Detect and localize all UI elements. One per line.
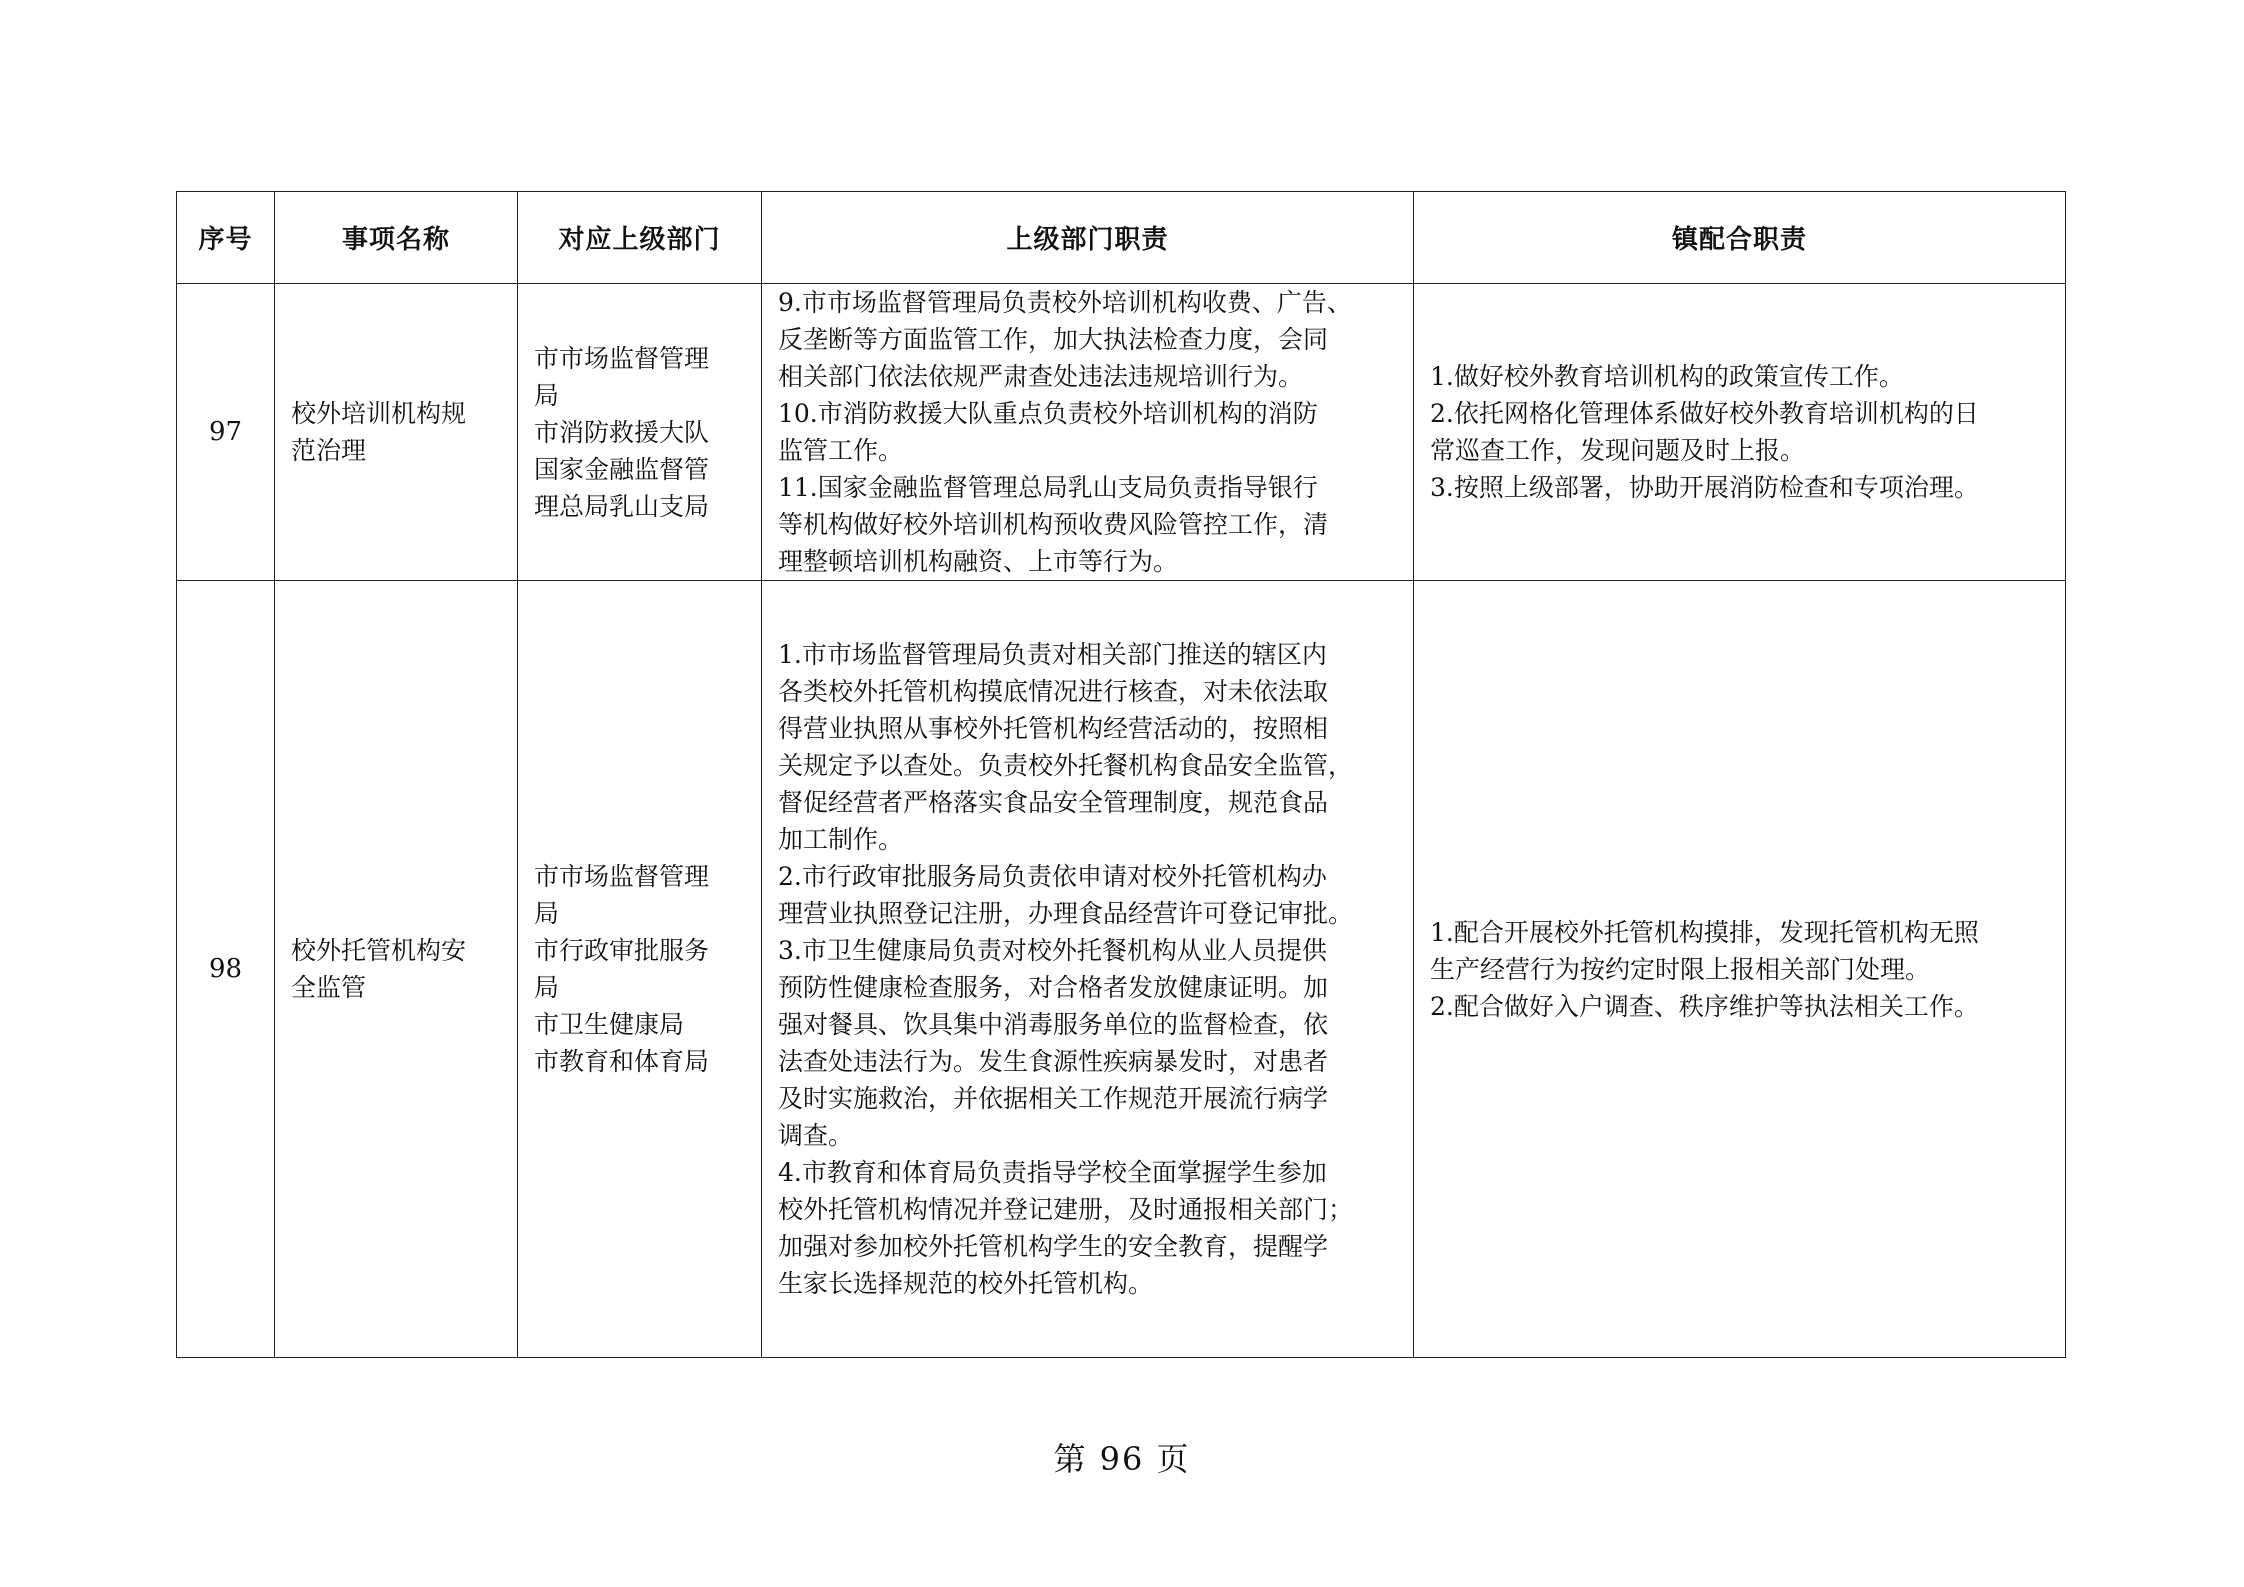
duty-line: 预防性健康检查服务，对合格者发放健康证明。加 [778, 973, 1329, 1002]
responsibility-table [176, 191, 2066, 1358]
department-cell [518, 581, 762, 1358]
item-name-line: 全监管 [291, 973, 367, 1002]
header-town-duties: 镇配合职责 [1414, 192, 2066, 284]
duty-line: 督促经营者严格落实食品安全管理制度，规范食品 [778, 788, 1329, 817]
table-header-row [177, 192, 2066, 284]
town-duty-line: 3.按照上级部署，协助开展消防检查和专项治理。 [1430, 473, 1979, 502]
duty-line: 3.市卫生健康局负责对校外托餐机构从业人员提供 [778, 936, 1327, 965]
duty-line: 强对餐具、饮具集中消毒服务单位的监督检查，依 [778, 1010, 1329, 1039]
duty-line: 监管工作。 [778, 436, 904, 465]
duty-line: 加工制作。 [778, 825, 904, 854]
item-name-line: 校外托管机构安 [291, 936, 467, 965]
duty-line: 相关部门依法依规严肃查处违法违规培训行为。 [778, 362, 1304, 391]
superior-duties-cell [762, 581, 1414, 1358]
duty-line: 11.国家金融监督管理总局乳山支局负责指导银行 [778, 473, 1318, 502]
row-number: 98 [177, 581, 275, 1358]
header-serial-number: 序号 [177, 192, 275, 284]
department-line: 局 [534, 973, 560, 1002]
table-row [177, 581, 2066, 1358]
item-name-cell [275, 581, 518, 1358]
department-line: 理总局乳山支局 [534, 491, 710, 521]
town-duty-line: 常巡查工作，发现问题及时上报。 [1430, 436, 1806, 465]
item-name-line: 范治理 [291, 436, 367, 465]
duty-line: 10.市消防救援大队重点负责校外培训机构的消防 [778, 399, 1318, 428]
town-duty-line: 1.做好校外教育培训机构的政策宣传工作。 [1430, 362, 1904, 391]
town-duty-line: 2.配合做好入户调查、秩序维护等执法相关工作。 [1430, 991, 1979, 1021]
duty-line: 各类校外托管机构摸底情况进行核查，对未依法取 [778, 677, 1329, 706]
header-superior-department: 对应上级部门 [518, 192, 762, 284]
duty-line: 及时实施救治，并依据相关工作规范开展流行病学 [778, 1084, 1329, 1113]
table-row [177, 284, 2066, 581]
town-duty-line: 2.依托网格化管理体系做好校外教育培训机构的日 [1430, 399, 1979, 428]
department-line: 市行政审批服务 [534, 936, 710, 965]
item-name-cell [275, 284, 518, 581]
town-duty-line: 生产经营行为按约定时限上报相关部门处理。 [1430, 954, 1931, 984]
town-duty-line: 1.配合开展校外托管机构摸排，发现托管机构无照 [1430, 917, 1979, 947]
page-number: 第 96 页 [1053, 1440, 1191, 1478]
superior-duties-cell [762, 284, 1414, 581]
duty-line: 反垄断等方面监管工作，加大执法检查力度，会同 [778, 325, 1329, 354]
header-item-name: 事项名称 [275, 192, 518, 284]
town-duties-cell [1414, 284, 2066, 581]
duty-line: 生家长选择规范的校外托管机构。 [778, 1269, 1154, 1298]
duty-line: 4.市教育和体育局负责指导学校全面掌握学生参加 [778, 1158, 1327, 1187]
duty-line: 法查处违法行为。发生食源性疾病暴发时，对患者 [778, 1047, 1329, 1076]
header-superior-duties: 上级部门职责 [762, 192, 1414, 284]
duty-line: 加强对参加校外托管机构学生的安全教育，提醒学 [778, 1232, 1329, 1261]
duty-line: 理整顿培训机构融资、上市等行为。 [778, 547, 1179, 576]
duty-line: 调查。 [778, 1121, 854, 1150]
duty-line: 2.市行政审批服务局负责依申请对校外托管机构办 [778, 862, 1327, 891]
department-line: 市市场监督管理 [534, 862, 710, 891]
duty-line: 校外托管机构情况并登记建册，及时通报相关部门； [778, 1195, 1354, 1224]
duty-line: 理营业执照登记注册，办理食品经营许可登记审批。 [778, 899, 1354, 928]
department-cell [518, 284, 762, 581]
department-line: 局 [534, 899, 560, 928]
department-line: 市卫生健康局 [534, 1010, 685, 1039]
row-number: 97 [177, 284, 275, 581]
duty-line: 得营业执照从事校外托管机构经营活动的，按照相 [778, 714, 1329, 743]
item-name-line: 校外培训机构规 [291, 399, 467, 428]
department-line: 局 [534, 380, 560, 410]
department-line: 市市场监督管理 [534, 343, 710, 373]
department-line: 市消防救援大队 [534, 417, 710, 447]
department-line: 市教育和体育局 [534, 1047, 710, 1076]
duty-line: 等机构做好校外培训机构预收费风险管控工作，清 [778, 510, 1329, 539]
duty-line: 1.市市场监督管理局负责对相关部门推送的辖区内 [778, 640, 1327, 669]
department-line: 国家金融监督管 [534, 454, 710, 484]
duty-line: 9.市市场监督管理局负责校外培训机构收费、广告、 [778, 288, 1352, 317]
duty-line: 关规定予以查处。负责校外托餐机构食品安全监管， [778, 751, 1354, 780]
town-duties-cell [1414, 581, 2066, 1358]
